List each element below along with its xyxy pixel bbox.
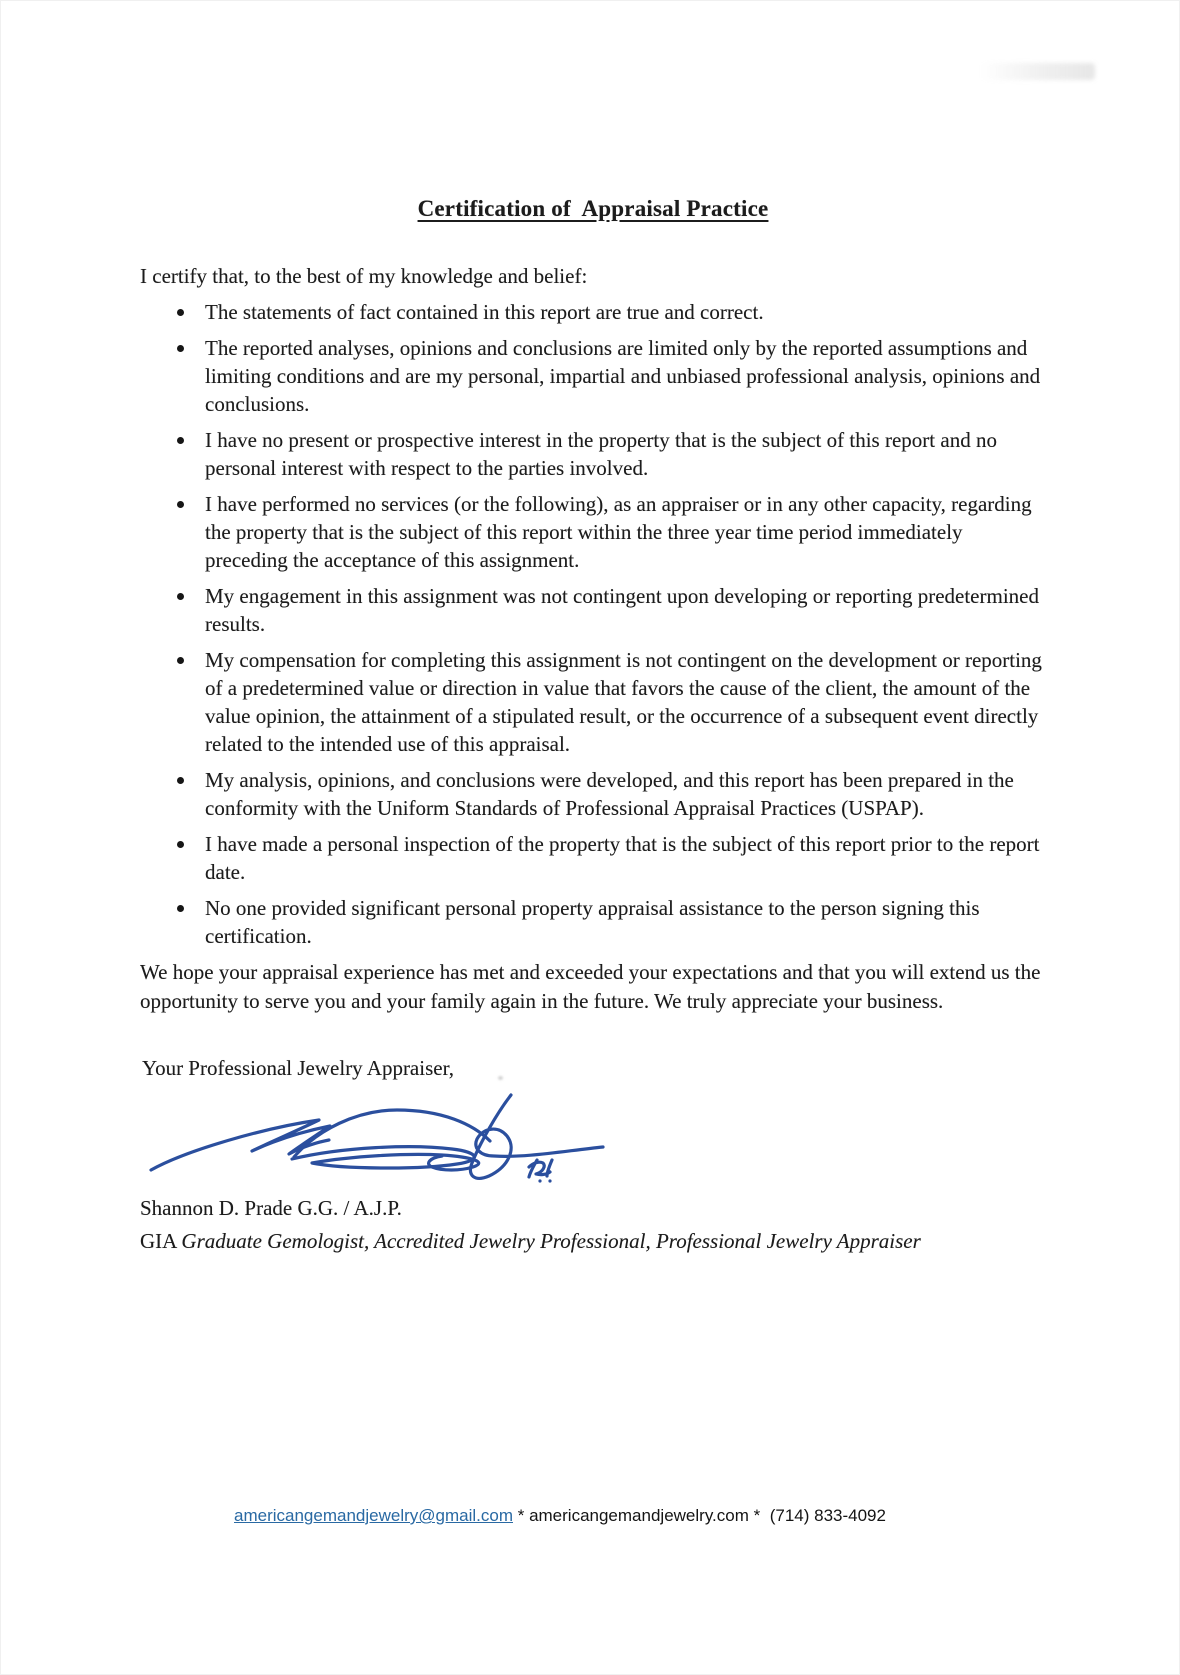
bullet-icon [177, 593, 184, 600]
list-item-text: My analysis, opinions, and conclusions were developed, and this report has been prepared in the conformity with the Uniform Standards of Professional Appraisal Practices (USPAP). [205, 768, 1014, 820]
footer-contact-line [0, 1506, 1150, 1526]
footer-separator: * [748, 1506, 770, 1525]
document-body [140, 196, 1046, 1255]
footer-separator: * [513, 1506, 530, 1525]
list-item [140, 766, 1046, 822]
closing-paragraph: We hope your appraisal experience has met and exceeded your expectations and that you will extend us the opportunity to serve you and your family again in the future. We truly appreciate your business. [140, 960, 1041, 1013]
list-item [140, 830, 1046, 886]
signoff-line: Your Professional Jewelry Appraiser, [142, 1056, 454, 1080]
list-item-text: No one provided significant personal property appraisal assistance to the person signing this certification. [205, 896, 980, 948]
signer-name: Shannon D. Prade G.G. / A.J.P. [140, 1196, 402, 1220]
bullet-icon [177, 437, 184, 444]
bullet-icon [177, 905, 184, 912]
list-item-text: The statements of fact contained in this report are true and correct. [205, 300, 764, 324]
list-item-text: The reported analyses, opinions and conclusions are limited only by the reported assumptions and limiting conditions and are my personal, impartial and unbiased professional analysis, opinions and conclusions. [205, 336, 1041, 416]
list-item-text: My engagement in this assignment was not contingent upon developing or reporting predetermined results. [205, 584, 1039, 636]
bullet-icon [177, 309, 184, 316]
list-item-text: I have performed no services (or the following), as an appraiser or in any other capacity, regarding the property that is the subject of this report within the three year time period immediately preceding the acceptance of this assignment. [205, 492, 1032, 572]
list-item-text: I have no present or prospective interest in the property that is the subject of this report and no personal interest with respect to the parties involved. [205, 428, 997, 480]
bullet-icon [177, 501, 184, 508]
list-item-text: I have made a personal inspection of the property that is the subject of this report prior to the report date. [205, 832, 1040, 884]
page-title: Certification of Appraisal Practice [417, 196, 769, 221]
credentials-line [140, 1227, 1046, 1255]
bullet-icon [177, 657, 184, 664]
list-item [140, 582, 1046, 638]
intro-line: I certify that, to the best of my knowledge and belief: [140, 264, 588, 288]
signature-ink-strokes [142, 1088, 612, 1184]
list-item [140, 490, 1046, 574]
credentials-italic: Graduate Gemologist, Accredited Jewelry Professional, Professional Jewelry Appraiser [181, 1229, 921, 1253]
credentials-prefix: GIA [140, 1229, 182, 1253]
bullet-icon [177, 345, 184, 352]
list-item [140, 426, 1046, 482]
scan-artifact [980, 63, 1095, 80]
bullet-icon [177, 777, 184, 784]
certification-list [140, 298, 1046, 950]
signature-image [142, 1088, 612, 1184]
bullet-icon [177, 841, 184, 848]
list-item [140, 298, 1046, 326]
list-item [140, 334, 1046, 418]
list-item [140, 894, 1046, 950]
list-item-text: My compensation for completing this assignment is not contingent on the development or reporting of a predetermined value or direction in value that favors the cause of the client, the amount of the value opinion, the attainment of a stipulated result, or the occurrence of a subsequent event directly related to the intended use of this appraisal. [205, 648, 1042, 756]
website-text: americangemandjewelry.com [529, 1506, 749, 1525]
email-link[interactable]: americangemandjewelry@gmail.com [234, 1506, 513, 1525]
list-item [140, 646, 1046, 758]
phone-number: (714) 833-4092 [769, 1506, 886, 1525]
